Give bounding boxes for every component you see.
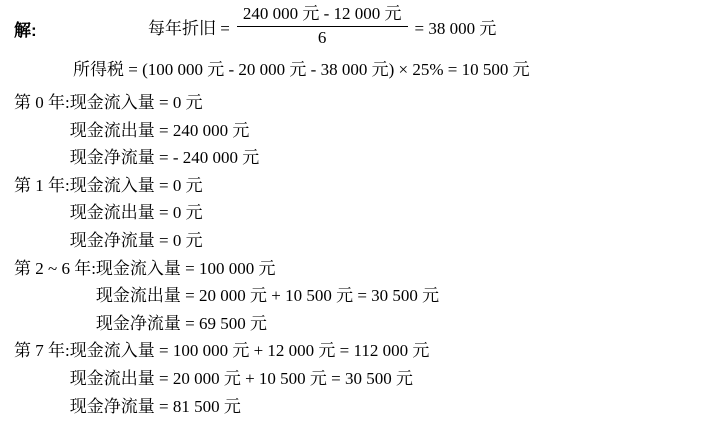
indent-spacer bbox=[14, 310, 96, 338]
year-0-outflow: 现金流出量 = 240 000 元 bbox=[69, 120, 250, 140]
year-7-label: 第 7 年: bbox=[14, 341, 70, 361]
cash-flow-section bbox=[14, 89, 708, 420]
indent-spacer bbox=[14, 227, 70, 255]
year-2-6-outflow: 现金流出量 = 20 000 元 + 10 500 元 = 30 500 元 bbox=[95, 286, 440, 306]
year-2-6-label: 第 2 ~ 6 年: bbox=[14, 258, 96, 278]
fraction-denominator: 6 bbox=[317, 28, 327, 47]
indent-spacer bbox=[14, 117, 70, 145]
income-tax-line: 所得税 = (100 000 元 - 20 000 元 - 38 000 元) × 25% = 10 500 元 bbox=[73, 60, 530, 79]
year-1-netflow: 现金净流量 = 0 元 bbox=[69, 230, 203, 250]
year-1-inflow: 现金流入量 = 0 元 bbox=[69, 175, 203, 195]
indent-spacer bbox=[14, 393, 70, 421]
year-0-netflow: 现金净流量 = - 240 000 元 bbox=[69, 148, 260, 168]
year-0-block bbox=[14, 89, 708, 172]
year-1-block bbox=[14, 172, 708, 255]
year-0-inflow: 现金流入量 = 0 元 bbox=[69, 93, 203, 112]
year-2-6-netflow: 现金净流量 = 69 500 元 bbox=[95, 313, 268, 333]
year-7-inflow: 现金流入量 = 100 000 元 + 12 000 元 = 112 000 元 bbox=[69, 341, 430, 361]
depreciation-lhs: 每年折旧 = bbox=[148, 18, 230, 38]
solution-label: 解: bbox=[14, 21, 37, 40]
year-2-6-inflow: 现金流入量 = 100 000 元 bbox=[95, 258, 276, 278]
indent-spacer bbox=[14, 144, 70, 172]
depreciation-fraction bbox=[237, 4, 408, 47]
year-7-netflow: 现金净流量 = 81 500 元 bbox=[69, 396, 241, 416]
year-2-6-block bbox=[14, 255, 708, 338]
year-0-label: 第 0 年: bbox=[14, 93, 70, 112]
year-1-label: 第 1 年: bbox=[14, 175, 70, 195]
indent-spacer bbox=[14, 199, 70, 227]
depreciation-rhs: = 38 000 元 bbox=[414, 18, 497, 38]
year-7-outflow: 现金流出量 = 20 000 元 + 10 500 元 = 30 500 元 bbox=[69, 368, 413, 388]
indent-spacer bbox=[14, 365, 70, 393]
year-1-outflow: 现金流出量 = 0 元 bbox=[69, 203, 203, 223]
indent-spacer bbox=[14, 282, 96, 310]
year-7-block bbox=[14, 337, 708, 420]
depreciation-equation bbox=[148, 3, 708, 49]
fraction-numerator: 240 000 元 - 12 000 元 bbox=[237, 4, 408, 27]
depreciation-line bbox=[0, 0, 708, 49]
